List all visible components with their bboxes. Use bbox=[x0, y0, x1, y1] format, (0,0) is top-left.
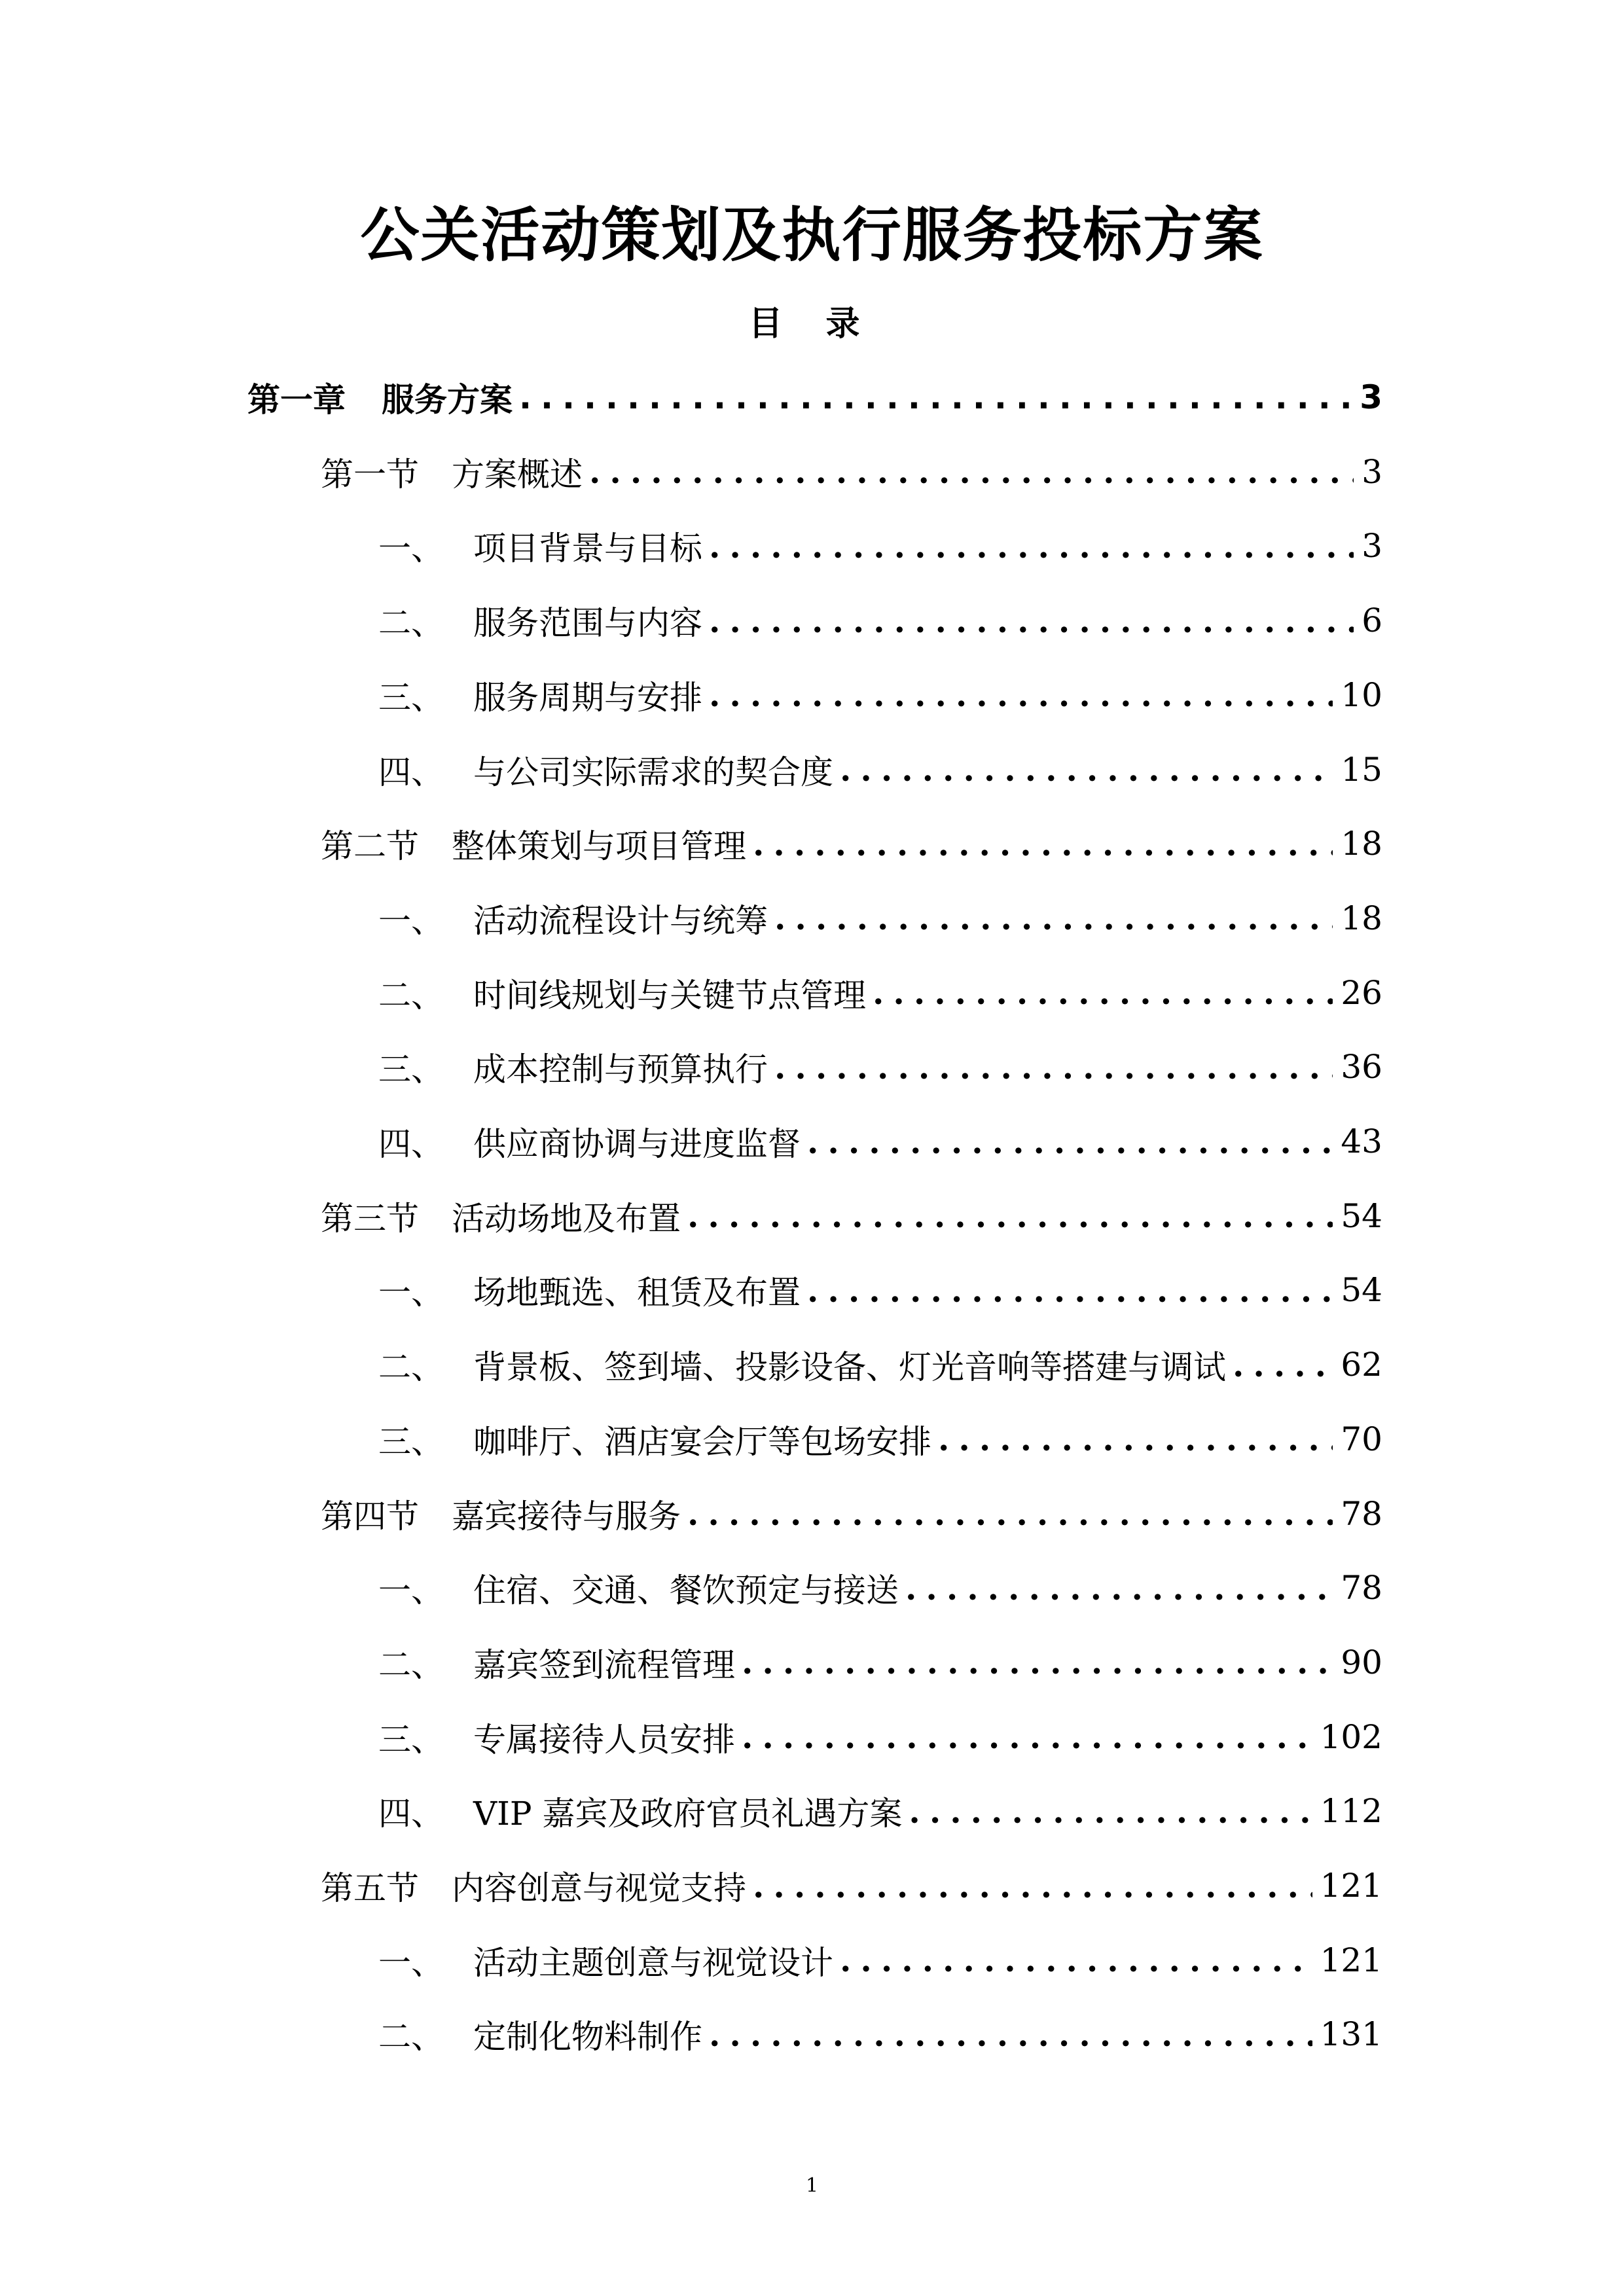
toc-leader-dots bbox=[583, 452, 1354, 491]
toc-entry-title: 成本控制与预算执行 bbox=[473, 1050, 768, 1089]
page-number: 1 bbox=[805, 2174, 819, 2197]
document-title: 公关活动策划及执行服务投标方案 bbox=[360, 201, 1264, 270]
toc-entry-number: 一、 bbox=[378, 529, 444, 568]
toc-entry-page: 131 bbox=[1320, 2015, 1382, 2054]
toc-entry[interactable] bbox=[378, 662, 1382, 728]
toc-leader-dots bbox=[702, 601, 1354, 640]
toc-entry[interactable] bbox=[378, 737, 1382, 802]
toc-entry-page: 78 bbox=[1341, 1494, 1382, 1533]
toc-entry-title: 方案概述 bbox=[452, 455, 583, 493]
toc-entry-title: 活动场地及布置 bbox=[452, 1199, 681, 1238]
toc-leader-dots bbox=[899, 1569, 1333, 1607]
toc-entry-title: 活动主题创意与视觉设计 bbox=[473, 1943, 833, 1982]
toc-entry-number: 三、 bbox=[378, 1720, 444, 1759]
toc-entry-number: 第一章 bbox=[247, 381, 346, 419]
toc-entry-page: 3 bbox=[1360, 378, 1382, 416]
toc-entry-number: 四、 bbox=[378, 753, 444, 791]
toc-entry-title: 服务方案 bbox=[382, 381, 513, 419]
toc-entry[interactable] bbox=[378, 1034, 1382, 1100]
toc-entry[interactable] bbox=[321, 1853, 1382, 1918]
toc-leader-dots bbox=[801, 1122, 1333, 1161]
toc-leader-dots bbox=[801, 1271, 1333, 1310]
toc-entry-title: VIP 嘉宾及政府官员礼遇方案 bbox=[473, 1795, 903, 1833]
toc-entry-number: 二、 bbox=[378, 2018, 444, 2056]
toc-entry-page: 15 bbox=[1341, 750, 1382, 789]
toc-entry-title: 项目背景与目标 bbox=[473, 529, 702, 568]
toc-entry-title: 场地甄选、租赁及布置 bbox=[473, 1274, 801, 1312]
toc-entry-page: 43 bbox=[1341, 1122, 1382, 1160]
toc-leader-dots bbox=[768, 899, 1333, 937]
toc-entry-page: 70 bbox=[1341, 1420, 1382, 1458]
toc-entry-page: 26 bbox=[1341, 973, 1382, 1012]
toc-entry-page: 121 bbox=[1320, 1867, 1382, 1905]
toc-entry-number: 二、 bbox=[378, 604, 444, 643]
toc-entry-page: 6 bbox=[1362, 601, 1382, 640]
toc-entry-title: 住宿、交通、餐饮预定与接送 bbox=[473, 1571, 899, 1610]
toc-entry-number: 二、 bbox=[378, 1645, 444, 1684]
toc-entry[interactable] bbox=[378, 513, 1382, 579]
toc-entry[interactable] bbox=[378, 1109, 1382, 1174]
toc-leader-dots bbox=[702, 527, 1354, 565]
toc-entry-page: 78 bbox=[1341, 1569, 1382, 1607]
toc-entry[interactable] bbox=[378, 1778, 1382, 1844]
toc-entry-title: 专属接待人员安排 bbox=[473, 1720, 735, 1759]
toc-entry-title: 服务范围与内容 bbox=[473, 604, 702, 643]
toc-entry-page: 102 bbox=[1320, 1717, 1382, 1756]
toc-entry-title: 嘉宾接待与服务 bbox=[452, 1497, 681, 1535]
toc-entry-number: 第一节 bbox=[321, 455, 419, 493]
toc-entry-number: 三、 bbox=[378, 678, 444, 717]
toc-entry-page: 10 bbox=[1341, 675, 1382, 714]
toc-entry-title: 整体策划与项目管理 bbox=[452, 827, 746, 866]
toc-entry-number: 四、 bbox=[378, 1125, 444, 1163]
toc-entry[interactable] bbox=[378, 1332, 1382, 1397]
toc-entry[interactable] bbox=[378, 1257, 1382, 1323]
toc-entry-title: 咖啡厅、酒店宴会厅等包场安排 bbox=[473, 1422, 931, 1461]
toc-entry-title: 活动流程设计与统筹 bbox=[473, 901, 768, 940]
toc-leader-dots bbox=[768, 1048, 1333, 1086]
toc-entry[interactable] bbox=[378, 1630, 1382, 1695]
toc-leader-dots bbox=[681, 1196, 1333, 1235]
toc-entry-title: 时间线规划与关键节点管理 bbox=[473, 976, 866, 1014]
toc-entry[interactable] bbox=[378, 588, 1382, 653]
toc-entry-page: 62 bbox=[1341, 1346, 1382, 1384]
toc-entry-number: 三、 bbox=[378, 1422, 444, 1461]
toc-entry-page: 3 bbox=[1362, 527, 1382, 565]
toc-entry-title: 供应商协调与进度监督 bbox=[473, 1125, 801, 1163]
toc-leader-dots bbox=[833, 750, 1333, 789]
toc-entry-page: 18 bbox=[1341, 899, 1382, 937]
toc-entry-title: 与公司实际需求的契合度 bbox=[473, 753, 833, 791]
toc-entry[interactable] bbox=[321, 1183, 1382, 1249]
toc-entry-number: 一、 bbox=[378, 1274, 444, 1312]
toc-leader-dots bbox=[702, 2015, 1312, 2054]
toc-entry-title: 服务周期与安排 bbox=[473, 678, 702, 717]
toc-leader-dots bbox=[866, 973, 1333, 1012]
toc-leader-dots bbox=[513, 378, 1352, 416]
toc-entry-title: 内容创意与视觉支持 bbox=[452, 1869, 746, 1907]
toc-entry-page: 112 bbox=[1320, 1792, 1382, 1831]
toc-entry-page: 36 bbox=[1341, 1048, 1382, 1086]
toc-entry-title: 定制化物料制作 bbox=[473, 2018, 702, 2056]
toc-entry-number: 第三节 bbox=[321, 1199, 419, 1238]
toc-leader-dots bbox=[735, 1717, 1312, 1756]
toc-leader-dots bbox=[746, 1867, 1312, 1905]
toc-entry[interactable] bbox=[378, 960, 1382, 1026]
toc-entry[interactable] bbox=[378, 1704, 1382, 1770]
toc-entry-number: 一、 bbox=[378, 901, 444, 940]
toc-leader-dots bbox=[833, 1941, 1312, 1979]
toc-heading: 目 录 bbox=[748, 304, 876, 344]
toc-entry-page: 121 bbox=[1320, 1941, 1382, 1979]
toc-leader-dots bbox=[1226, 1346, 1333, 1384]
toc-entry-number: 第五节 bbox=[321, 1869, 419, 1907]
toc-entry[interactable] bbox=[378, 2001, 1382, 2067]
toc-entry[interactable] bbox=[378, 1928, 1382, 1993]
toc-entry-number: 一、 bbox=[378, 1943, 444, 1982]
toc-entry[interactable] bbox=[321, 811, 1382, 876]
toc-entry-number: 第四节 bbox=[321, 1497, 419, 1535]
toc-entry-number: 四、 bbox=[378, 1795, 444, 1833]
toc-entry-number: 二、 bbox=[378, 976, 444, 1014]
toc-entry[interactable] bbox=[321, 1481, 1382, 1547]
toc-entry-page: 3 bbox=[1362, 452, 1382, 491]
toc-entry[interactable] bbox=[321, 439, 1382, 505]
toc-entry[interactable] bbox=[247, 365, 1382, 430]
toc-leader-dots bbox=[735, 1643, 1333, 1681]
toc-leader-dots bbox=[681, 1494, 1333, 1533]
toc-entry-page: 90 bbox=[1341, 1643, 1382, 1681]
toc-leader-dots bbox=[931, 1420, 1333, 1458]
toc-leader-dots bbox=[746, 825, 1333, 863]
toc-leader-dots bbox=[702, 675, 1333, 714]
toc-entry[interactable] bbox=[378, 1407, 1382, 1472]
toc-entry-title: 嘉宾签到流程管理 bbox=[473, 1645, 735, 1684]
toc-entry-number: 三、 bbox=[378, 1050, 444, 1089]
toc-entry-title: 背景板、签到墙、投影设备、灯光音响等搭建与调试 bbox=[473, 1348, 1226, 1387]
toc-entry-number: 二、 bbox=[378, 1348, 444, 1387]
toc-leader-dots bbox=[902, 1792, 1312, 1831]
toc-entry-page: 18 bbox=[1341, 825, 1382, 863]
toc-entry-page: 54 bbox=[1341, 1271, 1382, 1310]
toc-entry[interactable] bbox=[378, 1555, 1382, 1621]
toc-entry-number: 一、 bbox=[378, 1571, 444, 1610]
toc-entry-number: 第二节 bbox=[321, 827, 419, 866]
toc-entry-page: 54 bbox=[1341, 1196, 1382, 1235]
toc-entry[interactable] bbox=[378, 886, 1382, 951]
